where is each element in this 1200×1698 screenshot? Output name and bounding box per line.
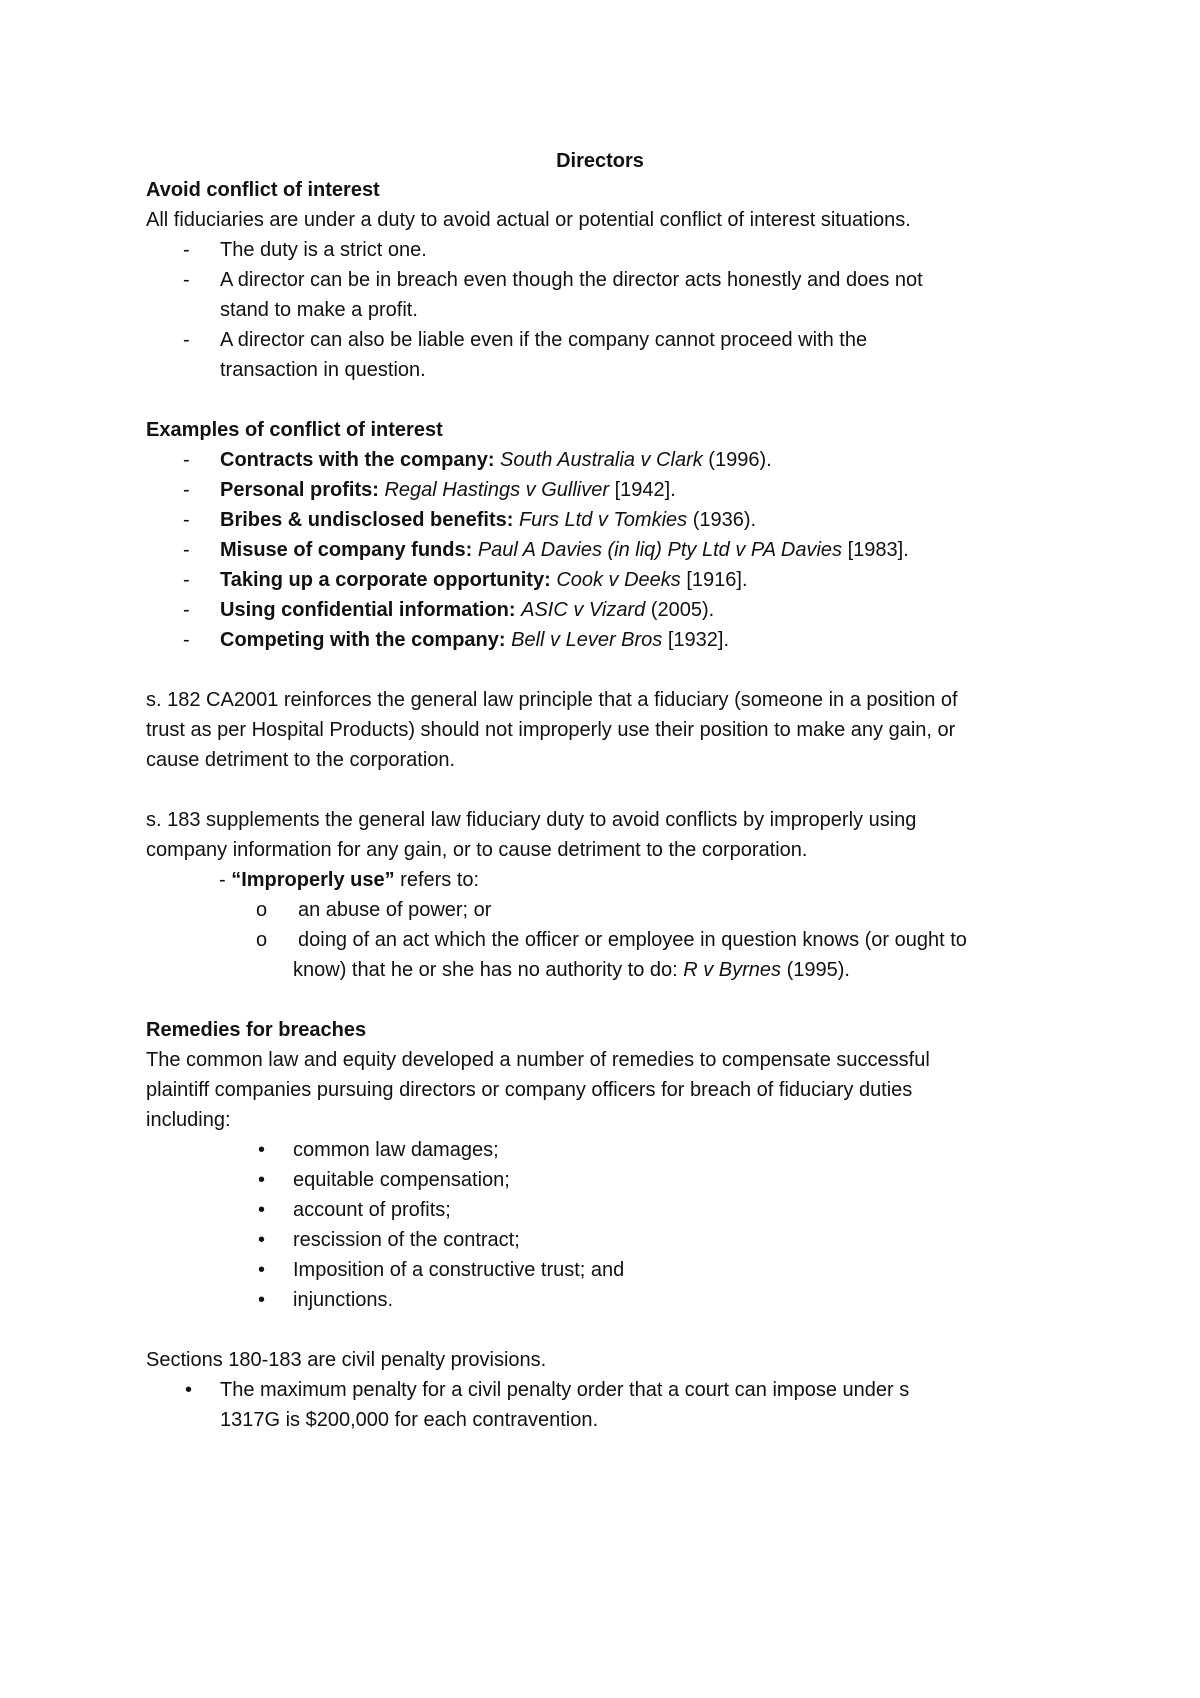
penalty-bullet-text: The maximum penalty for a civil penalty order that a court can impose under s: [220, 1379, 910, 1401]
paragraph-s182: trust as per Hospital Products) should not improperly use their position to make any gain, or: [146, 719, 956, 741]
dash-marker: -: [183, 509, 190, 531]
circle-marker: o: [256, 899, 268, 921]
dash-marker: -: [183, 269, 190, 291]
bullet-dot: •: [258, 1139, 266, 1161]
remedy-item: account of profits;: [293, 1199, 451, 1221]
example-item: Competing with the company: Bell v Lever Bros [1932].: [220, 629, 730, 651]
example-item: Contracts with the company: South Australia v Clark (1996).: [220, 449, 772, 471]
paragraph-remedies: The common law and equity developed a number of remedies to compensate successful: [146, 1049, 930, 1071]
example-item: Personal profits: Regal Hastings v Gulliver [1942].: [220, 479, 676, 501]
example-item: Taking up a corporate opportunity: Cook v Deeks [1916].: [220, 569, 748, 591]
dash-marker: -: [183, 599, 190, 621]
sub-bullet-text: doing of an act which the officer or employee in question knows (or ought to: [298, 929, 967, 951]
section-intro: All fiduciaries are under a duty to avoid actual or potential conflict of interest situations.: [146, 209, 911, 231]
paragraph-s183: s. 183 supplements the general law fiduciary duty to avoid conflicts by improperly using: [146, 809, 917, 831]
bullet-text: A director can also be liable even if the company cannot proceed with the: [220, 329, 868, 351]
remedy-item: rescission of the contract;: [293, 1229, 520, 1251]
bullet-text-continued: transaction in question.: [220, 359, 426, 381]
paragraph-s182: s. 182 CA2001 reinforces the general law principle that a fiduciary (someone in a position of: [146, 689, 958, 711]
penalty-bullet-text-continued: 1317G is $200,000 for each contravention.: [220, 1409, 599, 1431]
improper-use-line: - “Improperly use” refers to:: [219, 869, 480, 891]
section-heading-conflict: Avoid conflict of interest: [146, 179, 380, 201]
bullet-dot: •: [185, 1379, 193, 1401]
remedy-item: Imposition of a constructive trust; and: [293, 1259, 625, 1281]
paragraph-civil-penalty: Sections 180-183 are civil penalty provisions.: [146, 1349, 547, 1371]
paragraph-s183: company information for any gain, or to cause detriment to the corporation.: [146, 839, 808, 861]
example-item: Using confidential information: ASIC v Vizard (2005).: [220, 599, 715, 621]
dash-marker: -: [183, 629, 190, 651]
sub-bullet-text-continued: know) that he or she has no authority to do: R v Byrnes (1995).: [293, 959, 850, 981]
bullet-dot: •: [258, 1199, 266, 1221]
dash-marker: -: [183, 539, 190, 561]
bullet-dot: •: [258, 1169, 266, 1191]
remedy-item: injunctions.: [293, 1289, 394, 1311]
bullet-text: The duty is a strict one.: [220, 239, 427, 261]
example-item: Misuse of company funds: Paul A Davies (in liq) Pty Ltd v PA Davies [1983].: [220, 539, 909, 561]
remedy-item: equitable compensation;: [293, 1169, 510, 1191]
paragraph-remedies: including:: [146, 1109, 231, 1131]
dash-marker: -: [183, 239, 190, 261]
paragraph-s182: cause detriment to the corporation.: [146, 749, 456, 771]
circle-marker: o: [256, 929, 268, 951]
bullet-dot: •: [258, 1259, 266, 1281]
dash-marker: -: [183, 329, 190, 351]
sub-bullet-text: an abuse of power; or: [298, 899, 492, 921]
page-title: Directors: [556, 150, 644, 172]
bullet-dot: •: [258, 1229, 266, 1251]
bullet-text: A director can be in breach even though the director acts honestly and does not: [220, 269, 923, 291]
dash-marker: -: [183, 449, 190, 471]
section-heading-remedies: Remedies for breaches: [146, 1019, 367, 1041]
paragraph-remedies: plaintiff companies pursuing directors or company officers for breach of fiduciary duties: [146, 1079, 913, 1101]
dash-marker: -: [183, 479, 190, 501]
bullet-dot: •: [258, 1289, 266, 1311]
example-item: Bribes & undisclosed benefits: Furs Ltd v Tomkies (1936).: [220, 509, 757, 531]
bullet-text-continued: stand to make a profit.: [220, 299, 418, 321]
section-heading-examples: Examples of conflict of interest: [146, 419, 443, 441]
dash-marker: -: [183, 569, 190, 591]
remedy-item: common law damages;: [293, 1139, 499, 1161]
